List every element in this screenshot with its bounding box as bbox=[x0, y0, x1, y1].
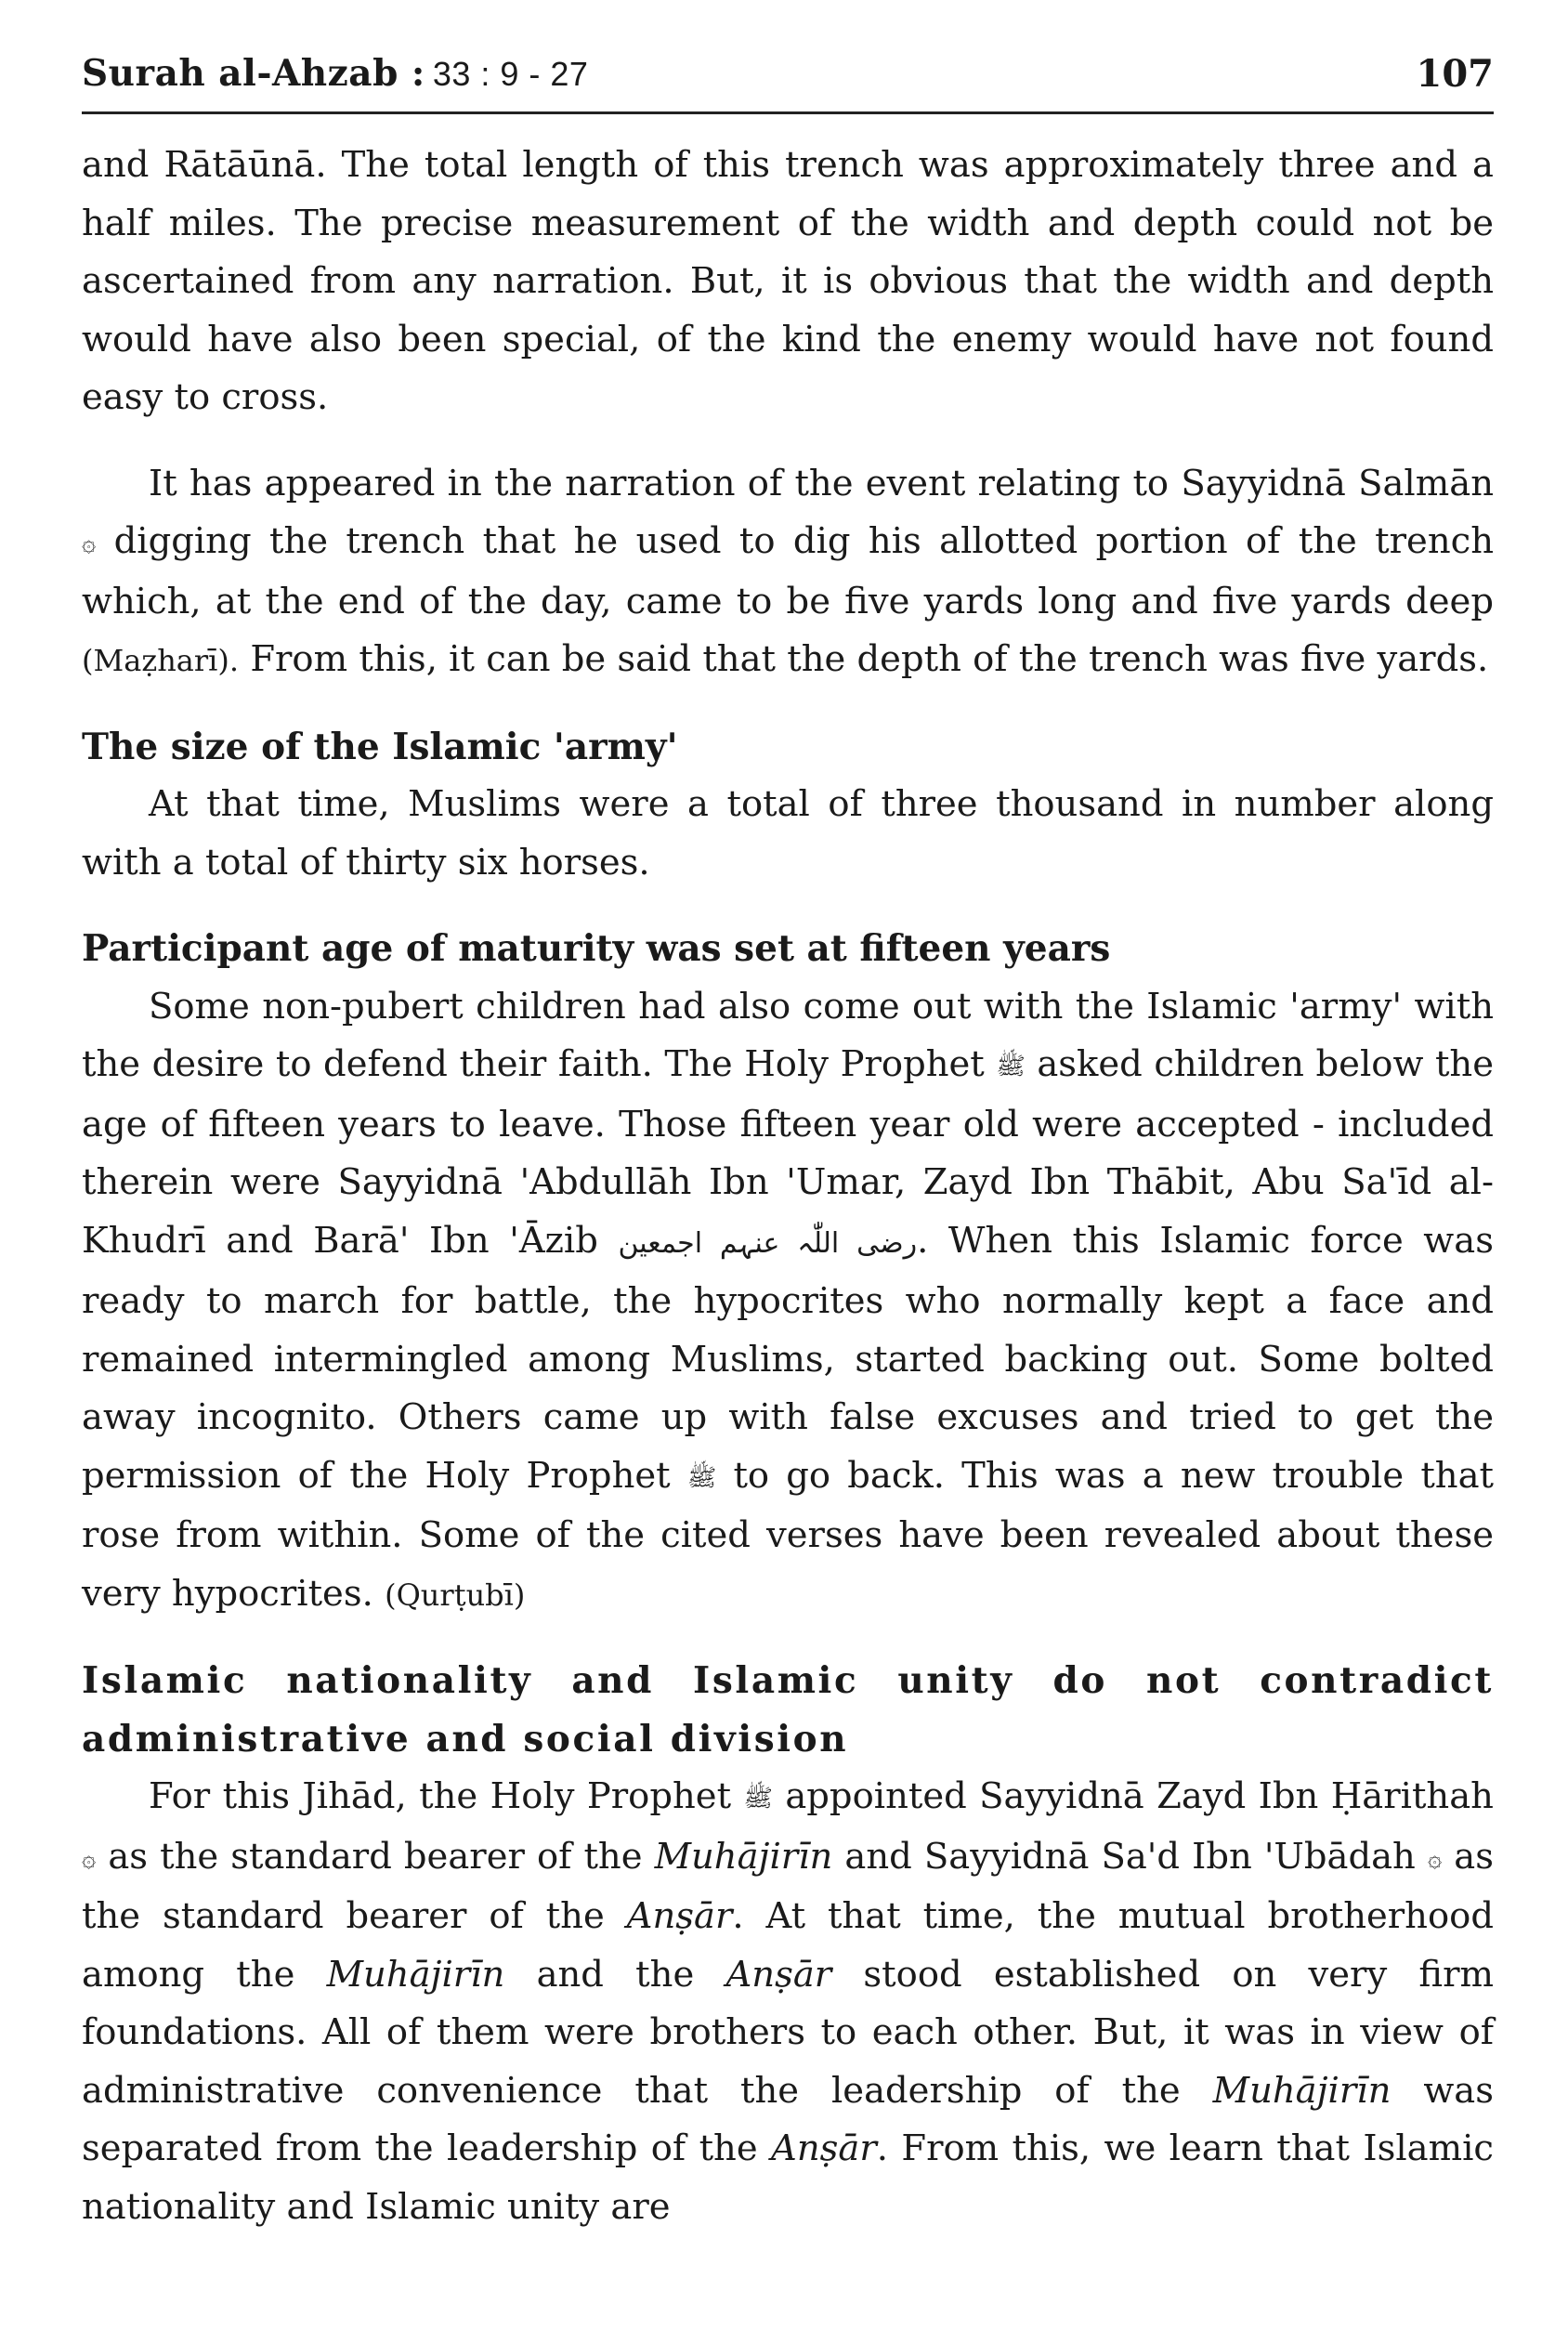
paragraph-text: . From this, we learn that Islamic nationality and Islamic unity are bbox=[82, 2127, 1494, 2228]
paragraph-text: For this Jihād, the Holy Prophet bbox=[149, 1775, 732, 1817]
citation: (Qurṭubī) bbox=[385, 1577, 526, 1613]
paragraph-text: Some non-pubert children had also come out with the Islamic 'army' with the desire to defend their faith. The Holy Prophet bbox=[82, 985, 1494, 1085]
term-ansar: Anṣār bbox=[626, 1895, 733, 1937]
paragraph-text: as the standard bearer of the bbox=[108, 1835, 643, 1878]
honorific-companion-icon: ۞ bbox=[82, 1844, 97, 1873]
paragraph-army-size: At that time, Muslims were a total of three thousand in number along with a total of thirty six horses. bbox=[82, 783, 1494, 884]
paragraph-trench-length: and Rātāūnā. The total length of this trench was approximately three and a half miles. The precise measurement of the width and depth could not be ascertained from any narration. But, it is obvious that the width and depth would have also been special, of the kind the enemy would have not found easy to cross. bbox=[82, 144, 1494, 418]
paragraph-text: stood established on very firm foundations. All of them were brothers to each other. But, it was in view of administrative convenience that the leadership of the bbox=[82, 1953, 1495, 2112]
honorific-prophet-icon: ﷺ bbox=[743, 1785, 773, 1813]
honorific-prophet-icon: ﷺ bbox=[686, 1463, 717, 1492]
paragraph-text: to go back. This was a new trouble that rose from within. Some of the cited verses have been revealed about these very hypocrites. bbox=[82, 1454, 1495, 1615]
citation: (Maẓharī). bbox=[82, 643, 240, 678]
term-muhajirin: Muhājirīn bbox=[654, 1835, 833, 1878]
section-heading-age-of-maturity: Participant age of maturity was set at fifteen years bbox=[82, 927, 1111, 970]
honorific-prophet-icon: ﷺ bbox=[996, 1053, 1026, 1080]
running-head-title bbox=[82, 52, 588, 95]
paragraph-text: was separated from the leadership of the bbox=[82, 2069, 1494, 2169]
surah-name: Surah al-Ahzab : bbox=[82, 52, 425, 95]
page-body bbox=[82, 137, 1494, 2236]
paragraph-text: . When this Islamic force was ready to march for battle, the hypocrites who normally kept a face and remained intermingled among Muslims, started backing out. Some bolted away incognito. Others came up with false excuses and tried to get the permission of the Holy Prophet bbox=[82, 1219, 1494, 1497]
paragraph-text: From this, it can be said that the depth of the trench was five yards. bbox=[250, 638, 1489, 680]
arabic-phrase: رضی اللّٰہ عنہم اجمعین bbox=[618, 1226, 918, 1260]
book-page bbox=[82, 46, 1494, 2236]
paragraph-age-of-maturity bbox=[82, 978, 1494, 1625]
honorific-companion-icon: ۞ bbox=[1427, 1844, 1443, 1873]
honorific-companion-icon: ۞ bbox=[82, 530, 97, 557]
paragraph-text: appointed Sayyidnā Zayd Ibn Ḥārithah bbox=[785, 1775, 1494, 1817]
section-heading-islamic-unity: Islamic nationality and Islamic unity do not contradict administrative and social division bbox=[82, 1659, 1494, 1761]
paragraph-text: and Sayyidnā Sa'd Ibn 'Ubādah bbox=[844, 1835, 1416, 1878]
term-muhajirin: Muhājirīn bbox=[1212, 2069, 1392, 2112]
paragraph-text: and the bbox=[536, 1953, 695, 1996]
term-ansar: Anṣār bbox=[725, 1953, 832, 1996]
running-head bbox=[82, 46, 1494, 114]
paragraph-text: . At that time, the mutual brotherhood among the bbox=[82, 1895, 1494, 1996]
term-ansar: Anṣār bbox=[771, 2127, 877, 2169]
section-heading-army-size: The size of the Islamic 'army' bbox=[82, 725, 678, 768]
paragraph-islamic-unity bbox=[82, 1768, 1494, 2236]
paragraph-text: asked children below the age of fifteen years to leave. Those fifteen year old were accepted - included therein were Sayyidnā 'Abdullāh Ibn 'Umar, Zayd Ibn Thābit, Abu Sa'īd al-Khudrī and Barā' Ibn 'Āzib bbox=[82, 1043, 1494, 1262]
term-muhajirin: Muhājirīn bbox=[326, 1953, 505, 1996]
verse-reference: 33 : 9 - 27 bbox=[432, 55, 589, 93]
paragraph-text: It has appeared in the narration of the event relating to Sayyidnā Salmān bbox=[149, 462, 1494, 504]
paragraph-text: as the standard bearer of the bbox=[82, 1835, 1494, 1937]
page-number: 107 bbox=[1416, 52, 1494, 96]
paragraph-text: digging the trench that he used to dig his allotted portion of the trench which, at the end of the day, came to be five yards long and five yards deep bbox=[82, 520, 1494, 622]
paragraph-salman bbox=[82, 455, 1494, 690]
